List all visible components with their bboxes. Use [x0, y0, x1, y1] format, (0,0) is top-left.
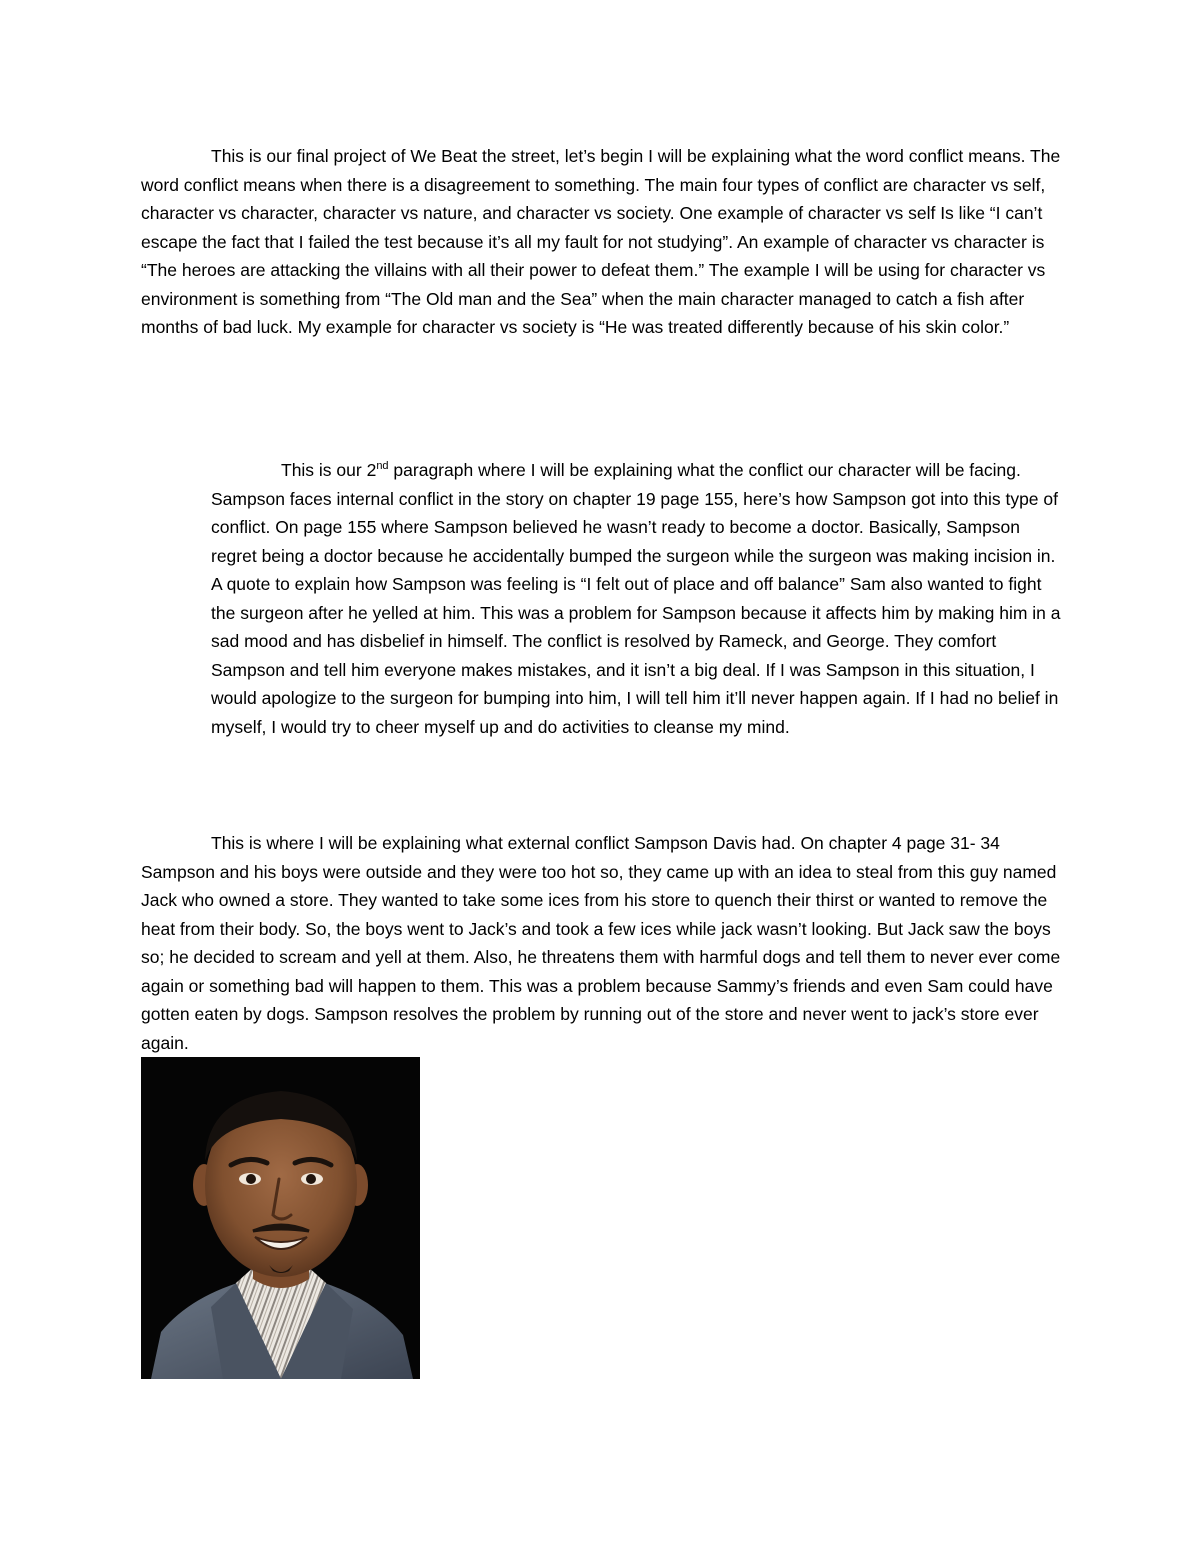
portrait-photo: [141, 1057, 420, 1379]
ordinal-superscript: nd: [376, 460, 389, 472]
paragraph-2-text-start: This is our 2: [281, 460, 377, 480]
paragraph-3: [141, 829, 1061, 1057]
paragraph-1: [141, 142, 1061, 342]
paragraph-2: [211, 456, 1061, 741]
paragraph-2-text-rest: paragraph where I will be explaining what the conflict our character will be facing. Sampson faces internal conflict in the story on chapter 19 page 155, here’s how Sampson got into this type of conflict. On page 155 where Sampson believed he wasn’t ready to become a doctor. Basically, Sampson regret being a doctor because he accidentally bumped the surgeon while the surgeon was making incision in. A quote to explain how Sampson was feeling is “I felt out of place and off balance” Sam also wanted to fight the surgeon after he yelled at him. This was a problem for Sampson because it affects him by making him in a sad mood and has disbelief in himself. The conflict is resolved by Rameck, and George. They comfort Sampson and tell him everyone makes mistakes, and it isn’t a big deal. If I was Sampson in this situation, I would apologize to the surgeon for bumping into him, I will tell him it’ll never happen again. If I had no belief in myself, I would try to cheer myself up and do activities to cleanse my mind.: [211, 460, 1061, 737]
portrait-illustration: [141, 1057, 420, 1379]
paragraph-3-text: This is where I will be explaining what external conflict Sampson Davis had. On chapter 4 page 31- 34 Sampson and his boys were outside and they were too hot so, they came up with an idea to steal from this guy named Jack who owned a store. They wanted to take some ices from his store to quench their thirst or wanted to remove the heat from their body. So, the boys went to Jack’s and took a few ices while jack wasn’t looking. But Jack saw the boys so; he decided to scream and yell at them. Also, he threatens them with harmful dogs and tell them to never ever come again or something bad will happen to them. This was a problem because Sammy’s friends and even Sam could have gotten eaten by dogs. Sampson resolves the problem by running out of the store and never went to jack’s store ever again.: [141, 833, 1061, 1053]
paragraph-1-text: This is our final project of We Beat the street, let’s begin I will be explaining what the word conflict means. The word conflict means when there is a disagreement to something. The main four types of conflict are character vs self, character vs character, character vs nature, and character vs society. One example of character vs self Is like “I can’t escape the fact that I failed the test because it’s all my fault for not studying”. An example of character vs character is “The heroes are attacking the villains with all their power to defeat them.” The example I will be using for character vs environment is something from “The Old man and the Sea” when the main character managed to catch a fish after months of bad luck. My example for character vs society is “He was treated differently because of his skin color.”: [141, 146, 1061, 337]
